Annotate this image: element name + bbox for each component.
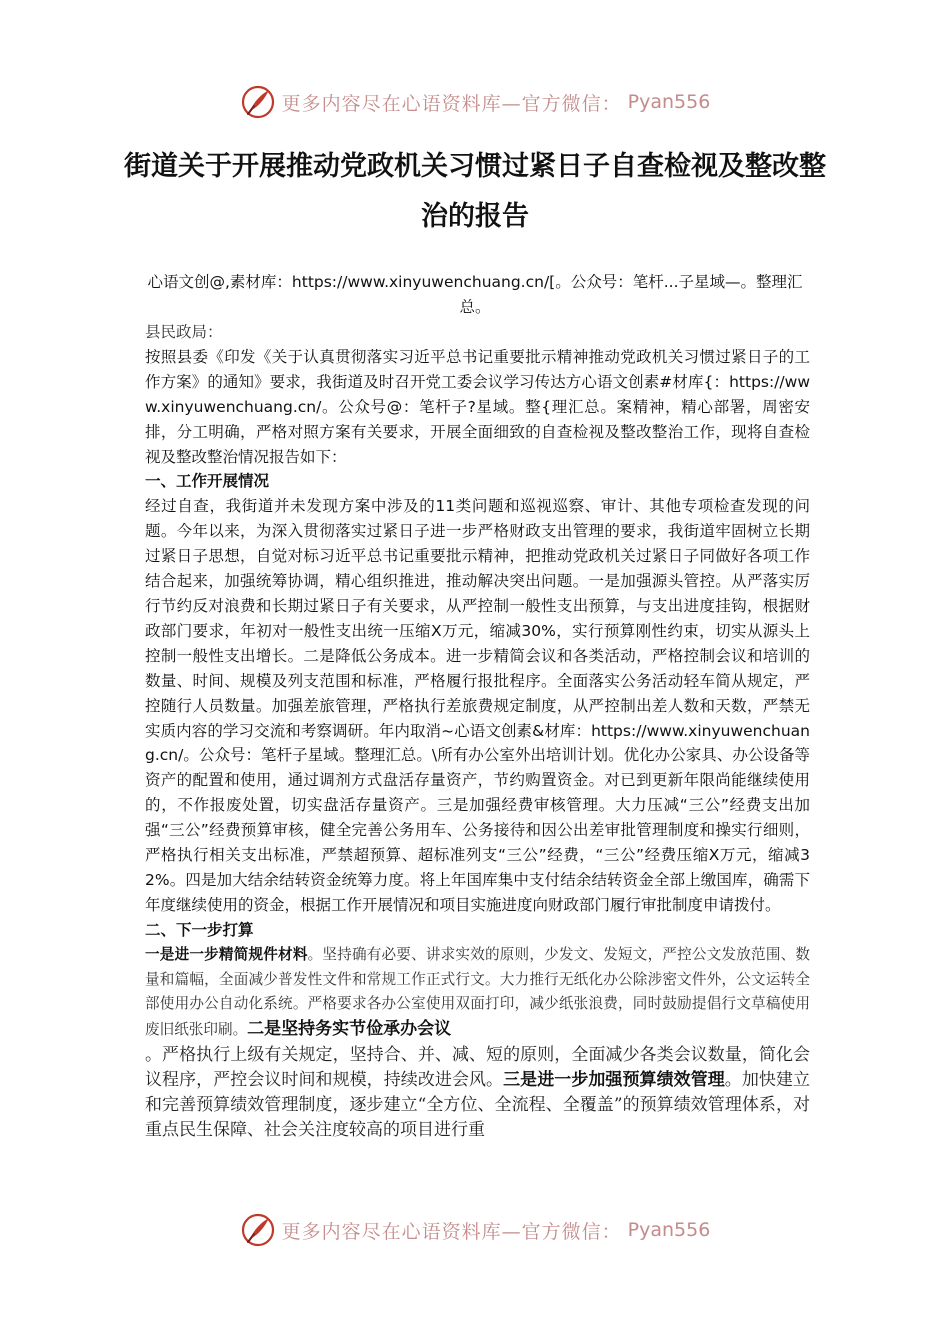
intro-paragraph: 按照县委《印发《关于认真贯彻落实习近平总书记重要批示精神推动党政机关习惯过紧日子的工作方案》的通知》要求，我街道及时召开党工委会议学习传达方心语文创素#材库{：https://www.xinyuwenchuang.cn/。公众号@：笔杆子?星域。整{理汇总。案精神，精心部署，周密安排，分工明确，严格对照方案有关要求，开展全面细致的自查检视及整改整治工作，现将自查检视及整改整治情况报告如下： (145, 347, 810, 466)
header-banner (0, 80, 950, 124)
addressee: 县民政局： (145, 323, 223, 341)
source-note: 心语文创@,素材库：https://www.xinyuwenchuang.cn/[。公众号：笔杆...子星域—。整理汇总。 (147, 273, 803, 316)
item1-text: 。坚持确有必要、讲求实效的原则，少发文、发短文，严控公文发放范围、数量和篇幅，全面减少普发性文件和常规工作正式行文。大力推行无纸化办公除涉密文件外，公文运转全部使用办公自动化系统。严格要求各办公室使用双面打印，减少纸张浪费，同时鼓励提倡行文草稿使用废旧纸张印刷。 (145, 945, 810, 1039)
item3-text: 。加快建立和完善预算绩效管理制度，逐步建立“全方位、全流程、全覆盖”的预算绩效管理体系，对重点民生保障、社会关注度较高的项目进行重 (145, 1070, 811, 1140)
item3-lead: 三是进一步加强预算绩效管理 (503, 1070, 725, 1091)
banner-text: 更多内容尽在心语资料库—官方微信： (281, 1220, 622, 1243)
footer-banner (0, 1208, 950, 1252)
section-heading-2: 二、下一步打算 (145, 920, 254, 939)
document-title: 街道关于开展推动党政机关习惯过紧日子自查检视及整改整治的报告 (124, 151, 826, 232)
quill-logo-icon (240, 1212, 276, 1248)
banner-handle: Pyan556 (627, 91, 711, 113)
banner-text: 更多内容尽在心语资料库—官方微信： (281, 92, 622, 115)
next-steps-paragraph-1 (145, 943, 810, 1044)
item2-lead: 二是坚持务实节俭承办会议 (247, 1019, 452, 1040)
quill-logo-icon (240, 84, 276, 120)
item1-lead: 一是进一步精简规件材料 (145, 945, 308, 963)
document-body (145, 320, 810, 1143)
section-heading-1: 一、工作开展情况 (145, 472, 270, 491)
next-steps-paragraph-2 (145, 1043, 810, 1143)
banner-handle: Pyan556 (627, 1219, 711, 1241)
section-body-1: 经过自查，我街道并未发现方案中涉及的11类问题和巡视巡察、审计、其他专项检查发现的问题。今年以来，为深入贯彻落实过紧日子进一步严格财政支出管理的要求，我街道牢固树立长期过紧日子思想，自觉对标习近平总书记重要批示精神，把推动党政机关过紧日子同做好各项工作结合起来，加强统筹协调，精心组织推进，推动解决突出问题。一是加强源头管控。从严落实厉行节约反对浪费和长期过紧日子有关要求，从严控制一般性支出预算，与支出进度挂钩，根据财政部门要求，年初对一般性支出统一压缩X万元，缩减30%，实行预算刚性约束，切实从源头上控制一般性支出增长。二是降低公务成本。进一步精简会议和各类活动，严格控制会议和培训的数量、时间、规模及列支范围和标准，严格履行报批程序。全面落实公务活动轻车简从规定，严控随行人员数量。加强差旅管理，严格执行差旅费规定制度，从严控制出差人数和天数，严禁无实质内容的学习交流和考察调研。年内取消~心语文创素&材库：https://www.xinyuwenchuang.cn/。公众号：笔杆子星域。整理汇总。\所有办公室外出培训计划。优化办公家具、办公设备等资产的配置和使用，通过调剂方式盘活存量资产，节约购置资金。对已到更新年限尚能继续使用的，不作报废处置，切实盘活存量资产。三是加强经费审核管理。大力压减“三公”经费支出加强“三公”经费预算审核，健全完善公务用车、公务接待和因公出差审批管理制度和操实行细则，严格执行相关支出标准，严禁超预算、超标准列支“三公”经费，“三公”经费压缩X万元，缩减32%。四是加大结余结转资金统筹力度。将上年国库集中支付结余结转资金全部上缴国库，确需下年度继续使用的资金，根据工作开展情况和项目实施进度向财政部门履行审批制度申请拨付。 (145, 497, 810, 914)
item2-text: 。严格执行上级有关规定，坚持合、并、减、短的原则，全面减少各类会议数量，简化会议程序，严控会议时间和规模，持续改进会风。 (145, 1045, 810, 1091)
